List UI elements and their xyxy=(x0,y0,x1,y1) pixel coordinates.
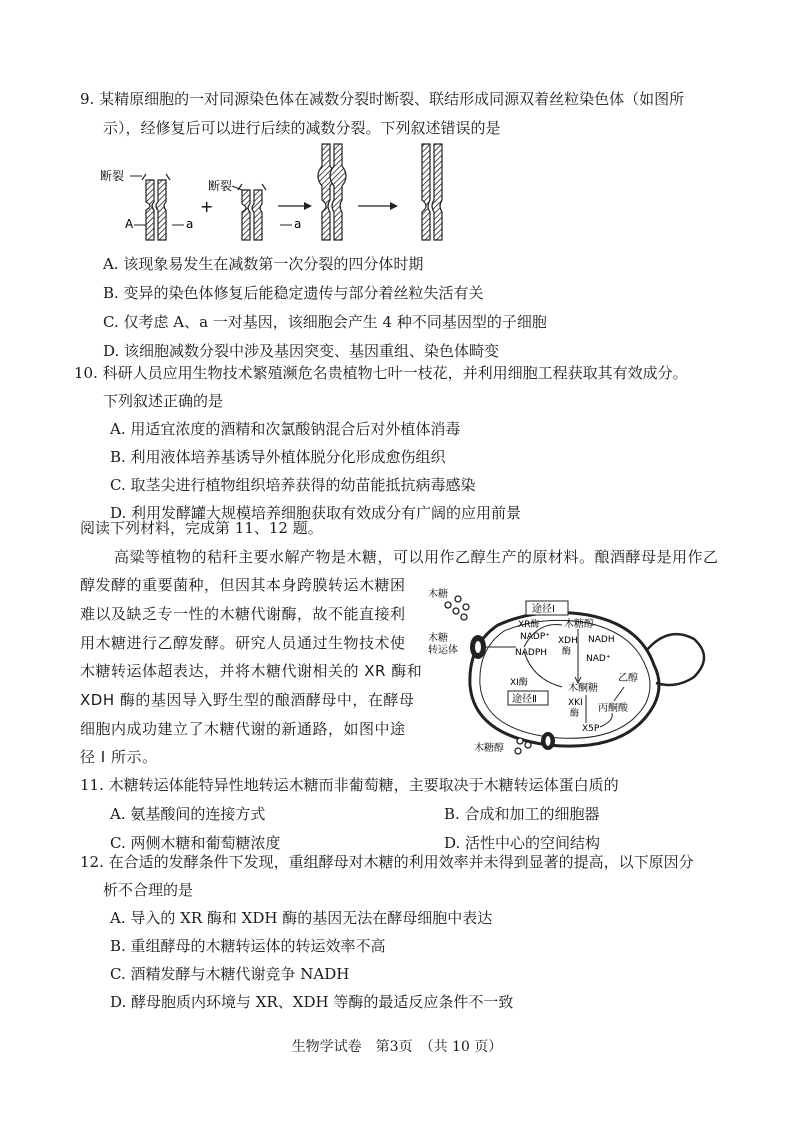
q11-option-d[interactable]: D. 活性中心的空间结构 xyxy=(444,834,601,852)
q10-option-d[interactable]: D. 利用发酵罐大规模培养细胞获取有效成分有广阔的应用前景 xyxy=(110,504,522,522)
q9-option-b[interactable]: B. 变异的染色体修复后能稳定遗传与部分着丝粒失活有关 xyxy=(103,284,484,302)
q11-option-a[interactable]: A. 氨基酸间的连接方式 xyxy=(110,805,266,823)
xdh-label-1: XDH xyxy=(558,636,578,646)
q10-option-c[interactable]: C. 取茎尖进行植物组织培养获得的幼苗能抵抗病毒感染 xyxy=(110,476,476,494)
xki-label-2: 酶 xyxy=(570,709,580,719)
transporter-label-2: 转运体 xyxy=(428,645,458,656)
q9-option-a[interactable]: A. 该现象易发生在减数第一次分裂的四分体时期 xyxy=(103,255,424,273)
q11-option-c[interactable]: C. 两侧木糖和葡萄糖浓度 xyxy=(110,834,281,852)
nadp-plus-label: NADP⁺ xyxy=(520,632,550,642)
x5p-label: X5P xyxy=(582,724,600,734)
q12-option-d[interactable]: D. 酵母胞质内环境与 XR、XDH 等酶的最适反应条件不一致 xyxy=(110,993,514,1011)
x5p-to-pyruvate-arrow xyxy=(600,713,612,727)
break-label-1: 断裂 xyxy=(100,169,125,183)
pyruvate-label: 丙酮酸 xyxy=(598,703,628,714)
arrow-1-head xyxy=(304,202,312,210)
q11-option-b[interactable]: B. 合成和加工的细胞器 xyxy=(444,805,600,823)
q9-stem-line1: 9. 某精原细胞的一对同源染色体在减数分裂时断裂、联结形成同源双着丝粒染色体（如图所 xyxy=(80,90,685,108)
arrow-2-head xyxy=(390,202,398,210)
q9-option-c[interactable]: C. 仅考虑 A、a 一对基因，该细胞会产生 4 种不同基因型的子细胞 xyxy=(103,313,547,331)
material-line-3: 难以及缺乏专一性的木糖代谢酶，故不能直接利 xyxy=(80,605,406,623)
q10-stem-line2: 下列叙述正确的是 xyxy=(103,392,224,410)
xdh-label-2: 酶 xyxy=(562,647,572,657)
q12-option-c[interactable]: C. 酒精发酵与木糖代谢竞争 NADH xyxy=(110,965,350,983)
allele-a-label-1: a xyxy=(186,217,194,231)
nadph-label: NADPH xyxy=(515,648,548,658)
q12-stem-line1: 12. 在合适的发酵条件下发现，重组酵母对木糖的利用效率并未得到显著的提高，以下原因分 xyxy=(80,853,694,871)
allele-a-label-2: a xyxy=(294,217,302,231)
material-line-4: 用木糖进行乙醇发酵。研究人员通过生物技术使 xyxy=(80,634,406,652)
xki-label-1: XKI xyxy=(568,698,583,708)
material-line-5: 木糖转运体超表达，并将木糖代谢相关的 XR 酶和 xyxy=(80,662,423,680)
dicentric-chromosome-icon xyxy=(318,144,346,240)
xr-enzyme-label: XR酶 xyxy=(518,620,540,630)
break-label-2: 断裂 xyxy=(208,179,233,193)
material-line-6: XDH 酶的基因导入野生型的酿酒酵母中，在酵母 xyxy=(80,691,415,709)
repaired-chromosome-icon xyxy=(422,144,442,240)
yeast-bud xyxy=(646,634,704,685)
yeast-xylose-pathway-diagram xyxy=(428,585,728,757)
xi-enzyme-label: XI酶 xyxy=(510,678,528,688)
xylitol-intracellular-label: 木糖醇 xyxy=(564,619,594,630)
xylulose-label: 木酮糖 xyxy=(568,683,598,694)
material-intro: 阅读下列材料，完成第 11、12 题。 xyxy=(80,519,323,537)
exporter-channel xyxy=(546,736,551,746)
q9-stem-line2: 示），经修复后可以进行后续的减数分裂。下列叙述错误的是 xyxy=(103,119,501,137)
q9-option-d[interactable]: D. 该细胞减数分裂中涉及基因突变、基因重组、染色体畸变 xyxy=(103,342,500,360)
q12-option-a[interactable]: A. 导入的 XR 酶和 XDH 酶的基因无法在酵母细胞中表达 xyxy=(110,909,493,927)
nad-plus-label: NAD⁺ xyxy=(586,654,611,664)
q12-stem-line2: 析不合理的是 xyxy=(103,881,194,899)
path2-label: 途径Ⅱ xyxy=(512,694,537,705)
path1-label: 途径Ⅰ xyxy=(532,604,555,615)
chromosome-1-icon xyxy=(142,174,170,240)
material-line-2: 醇发酵的重要菌种，但因其本身跨膜转运木糖困 xyxy=(80,576,406,594)
pyruvate-to-ethanol-arrow xyxy=(614,687,624,701)
ethanol-label: 乙醇 xyxy=(618,673,638,684)
chromosome-2-icon xyxy=(238,184,266,240)
xylose-molecules-icon xyxy=(445,596,469,620)
material-line-1: 高粱等植物的秸秆主要水解产物是木糖，可以用作乙醇生产的原材料。酿酒酵母是用作乙 xyxy=(114,548,719,566)
q10-option-a[interactable]: A. 用适宜浓度的酒精和次氯酸钠混合后对外植体消毒 xyxy=(110,420,461,438)
allele-A-label: A xyxy=(125,217,134,231)
page-footer: 生物学试卷 第3页 （共 10 页） xyxy=(291,1039,503,1055)
q10-option-b[interactable]: B. 利用液体培养基诱导外植体脱分化形成愈伤组织 xyxy=(110,448,446,466)
nadh-label: NADH xyxy=(588,635,615,645)
q12-option-b[interactable]: B. 重组酵母的木糖转运体的转运效率不高 xyxy=(110,937,386,955)
chromosome-figure xyxy=(100,140,480,245)
transporter-channel xyxy=(475,641,481,653)
material-line-7: 细胞内成功建立了木糖代谢的新通路，如图中途 xyxy=(80,720,406,738)
q11-stem: 11. 木糖转运体能特异性地转运木糖而非葡萄糖，主要取决于木糖转运体蛋白质的 xyxy=(80,776,619,794)
xylose-label: 木糖 xyxy=(428,589,448,600)
plus-sign: + xyxy=(200,197,214,216)
transporter-label-1: 木糖 xyxy=(428,633,448,644)
q10-stem-line1: 10. 科研人员应用生物技术繁殖濒危名贵植物七叶一枝花，并利用细胞工程获取其有效成分。 xyxy=(74,364,688,382)
material-line-8: 径 Ⅰ 所示。 xyxy=(80,748,158,766)
xylitol-outside-label: 木糖醇 xyxy=(474,743,504,754)
